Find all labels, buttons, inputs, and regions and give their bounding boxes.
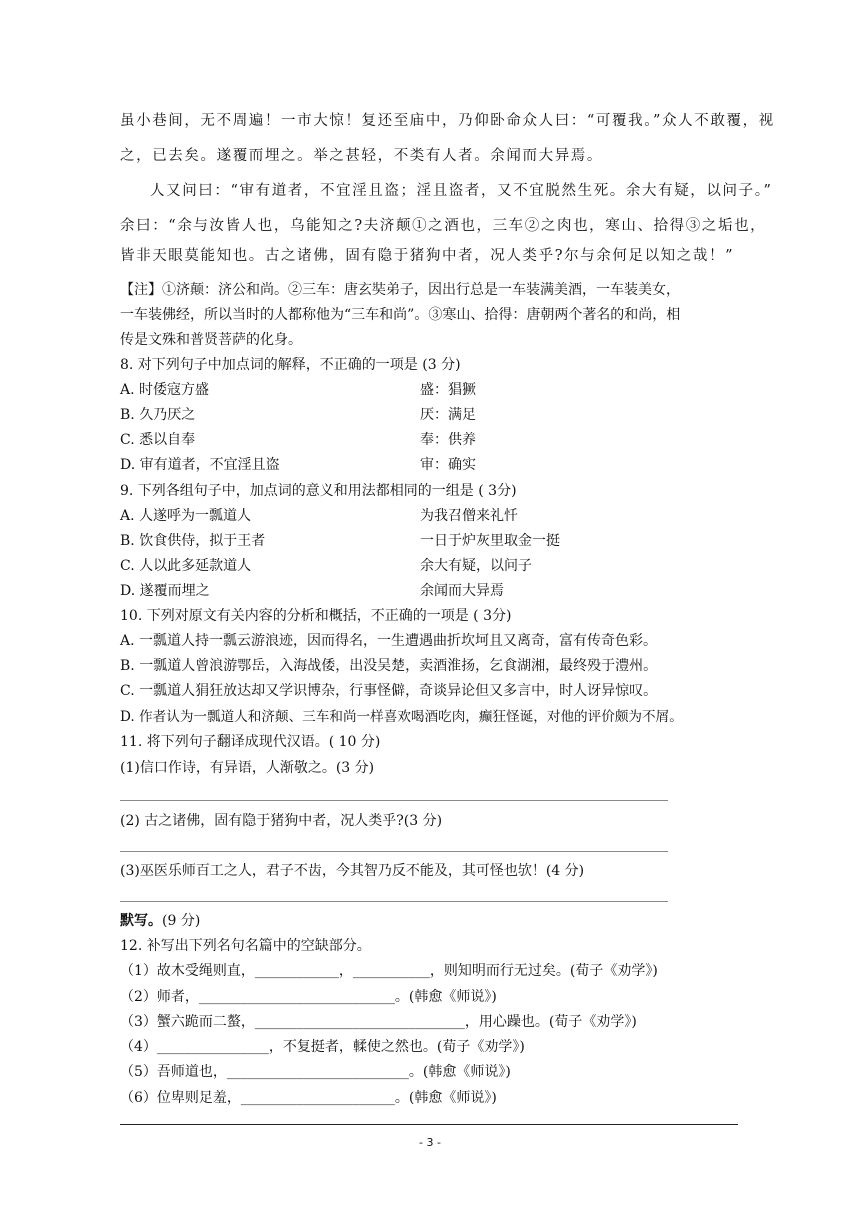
q9-option-c — [120, 556, 532, 576]
q11-sentence-1: (1)信口作诗，有异语，人渐敬之。(3 分) — [120, 760, 375, 776]
q8-option-a — [120, 380, 476, 400]
section-heading — [120, 911, 740, 931]
page-number: - 3 - — [419, 1136, 441, 1149]
option-sentence: A. 时倭寇方盛 — [120, 382, 210, 398]
q10-option-c: C. 一瓢道人狷狂放达却又学识博杂，行事怪僻，奇谈异论但又多言中，时人讶异惊叹。 — [120, 683, 658, 699]
question-8-stem: 8. 对下列句子中加点词的解释，不正确的一项是 (3 分) — [120, 357, 461, 373]
question-10-stem: 10. 下列对原文有关内容的分析和概括，不正确的一项是 ( 3分) — [120, 608, 512, 624]
option-sentence: B. 久乃厌之 — [120, 407, 196, 423]
option-explanation: 审：确实 — [420, 457, 476, 473]
passage-line: 之，已去矣。遂覆而埋之。举之甚轻，不类有人者。余闻而大异焉。 — [120, 148, 603, 164]
answer-line[interactable] — [120, 800, 668, 801]
passage-line: 人又问曰：“审有道者，不宜淫且盗；淫且盗者，又不宜脱然生死。余大有疑，以问子。” — [150, 183, 773, 199]
option-sentence-pair: 余闻而大异焉 — [420, 583, 504, 599]
option-sentence: A. 人遂呼为一瓢道人 — [120, 508, 252, 524]
q9-option-a — [120, 506, 518, 526]
q12-item: （4）________________，不复挺者，輮使之然也。(荀子《劝学》) — [120, 1039, 525, 1055]
option-explanation: 厌：满足 — [420, 407, 476, 423]
q12-item: （6）位卑则足羞，______________________。(韩愈《师说》) — [120, 1090, 497, 1106]
answer-line[interactable] — [120, 851, 668, 852]
option-sentence: D. 审有道者，不宜淫且盗 — [120, 457, 280, 473]
q12-item: （5）吾师道也，__________________________。(韩愈《师说》) — [120, 1064, 511, 1080]
note-line: 传是文殊和普贤菩萨的化身。 — [120, 332, 302, 348]
option-sentence: C. 人以此多延款道人 — [120, 558, 252, 574]
option-sentence-pair: 为我召僧来礼忏 — [420, 508, 518, 524]
q9-option-d — [120, 581, 504, 601]
q12-item: （1）故木受绳则直，____________，___________，则知明而行无过矣。(荀子《劝学》) — [120, 963, 658, 979]
option-sentence: D. 遂覆而埋之 — [120, 583, 210, 599]
note-line: 【注】①济颠：济公和尚。②三车：唐玄奘弟子，因出行总是一车装满美酒，一车装美女， — [120, 282, 680, 298]
option-sentence-pair: 一日于炉灰里取金一挺 — [420, 533, 560, 549]
option-sentence-pair: 余大有疑，以问子 — [420, 558, 532, 574]
q12-item: （3）蟹六跪而二螯，______________________________，用心躁也。(荀子《劝学》) — [120, 1014, 637, 1030]
q11-sentence-3: (3)巫医乐师百工之人，君子不齿，今其智乃反不能及，其可怪也欤！(4 分) — [120, 863, 585, 879]
option-explanation: 奉：供养 — [420, 432, 476, 448]
q12-item: （2）师者，____________________________。(韩愈《师说》) — [120, 989, 497, 1005]
passage-line: 余曰：“余与汝皆人也，乌能知之?夫济颠①之酒也，三车②之肉也，寒山、拾得③之垢也， — [120, 218, 767, 234]
section-title: 默写。 — [120, 913, 162, 929]
q10-option-a: A. 一瓢道人持一瓢云游浪迹，因而得名，一生遭遇曲折坎坷且又离奇，富有传奇色彩。 — [120, 633, 658, 649]
option-sentence: B. 饮食供侍，拟于王者 — [120, 533, 266, 549]
q9-option-b — [120, 531, 560, 551]
q8-option-c — [120, 430, 476, 450]
footer-rule — [120, 1124, 738, 1125]
q8-option-d — [120, 455, 476, 475]
passage-line: 皆非天眼莫能知也。古之诸佛，固有隐于猪狗中者，况人类乎?尔与余何足以知之哉！” — [120, 248, 735, 264]
question-11-stem: 11. 将下列句子翻译成现代汉语。( 10 分) — [120, 734, 381, 750]
note-line: 一车装佛经，所以当时的人都称他为“三车和尚”。③寒山、拾得：唐朝两个著名的和尚，相 — [120, 307, 681, 323]
q11-sentence-2: (2) 古之诸佛，固有隐于猪狗中者，况人类乎?(3 分) — [120, 813, 443, 829]
q8-option-b — [120, 405, 476, 425]
option-explanation: 盛：猖獗 — [420, 382, 476, 398]
section-score: (9 分) — [162, 913, 201, 929]
question-12-stem: 12. 补写出下列名句名篇中的空缺部分。 — [120, 938, 371, 954]
q10-option-b: B. 一瓢道人曾浪游鄂岳，入海战倭，出没吴楚，卖酒淮扬，乞食湖湘，最终殁于澧州。 — [120, 658, 658, 674]
answer-line[interactable] — [120, 901, 668, 902]
q10-option-d: D. 作者认为一瓢道人和济颠、三车和尚一样喜欢喝酒吃肉，癫狂怪诞，对他的评价颇为不屑。 — [120, 709, 683, 725]
option-sentence: C. 悉以自奉 — [120, 432, 196, 448]
question-9-stem: 9. 下列各组句子中，加点词的意义和用法都相同的一组是 ( 3分) — [120, 483, 517, 499]
passage-line: 虽小巷间，无不周遍！一市大惊！复还至庙中，乃仰卧命众人曰：“可覆我。”众人不敢覆，视 — [120, 113, 775, 129]
